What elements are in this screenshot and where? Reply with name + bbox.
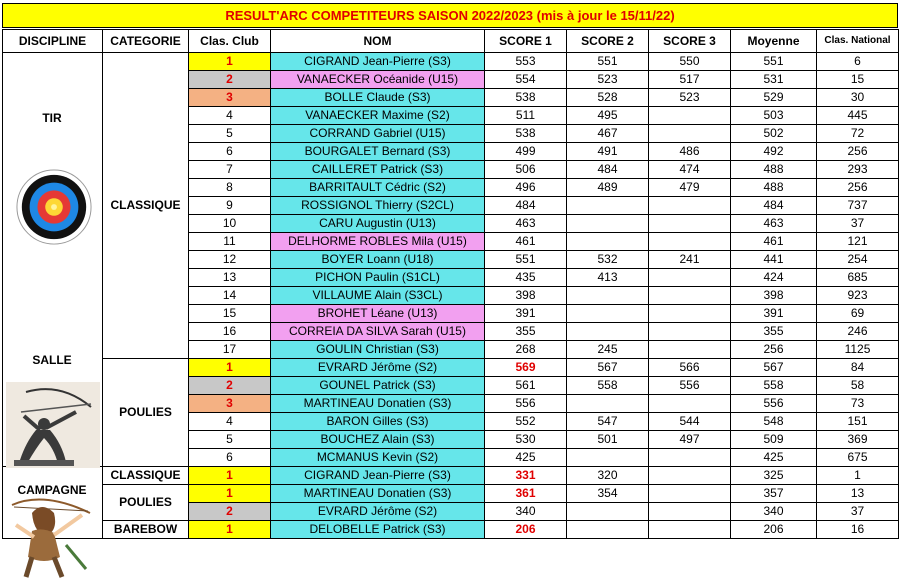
score3-cell [649, 233, 731, 251]
average-cell: 488 [731, 179, 817, 197]
club-rank-cell: 4 [189, 413, 271, 431]
national-rank-cell: 369 [817, 431, 899, 449]
club-rank-cell: 7 [189, 161, 271, 179]
archer-name-cell: ROSSIGNOL Thierry (S2CL) [271, 197, 485, 215]
score2-cell: 547 [567, 413, 649, 431]
national-rank-cell: 256 [817, 179, 899, 197]
score3-cell [649, 287, 731, 305]
club-rank-cell: 9 [189, 197, 271, 215]
archer-name-cell: MARTINEAU Donatien (S3) [271, 485, 485, 503]
score2-cell: 528 [567, 89, 649, 107]
score1-cell: 556 [485, 395, 567, 413]
club-rank-cell: 2 [189, 503, 271, 521]
average-cell: 488 [731, 161, 817, 179]
score1-cell: 496 [485, 179, 567, 197]
header-score2: SCORE 2 [567, 30, 649, 53]
average-cell: 424 [731, 269, 817, 287]
average-cell: 548 [731, 413, 817, 431]
average-cell: 256 [731, 341, 817, 359]
archer-statue-icon [6, 382, 100, 468]
results-body [3, 53, 899, 539]
score3-cell: 497 [649, 431, 731, 449]
cat-poulies: POULIES [103, 359, 189, 467]
score2-cell: 354 [567, 485, 649, 503]
score1-cell: 463 [485, 215, 567, 233]
average-cell: 391 [731, 305, 817, 323]
score3-cell [649, 107, 731, 125]
archer-name-cell: VILLAUME Alain (S3CL) [271, 287, 485, 305]
score2-cell [567, 521, 649, 539]
club-rank-cell: 8 [189, 179, 271, 197]
cat-barebow: BAREBOW [103, 521, 189, 539]
archer-name-cell: CIGRAND Jean-Pierre (S3) [271, 467, 485, 485]
national-rank-cell: 121 [817, 233, 899, 251]
national-rank-cell: 254 [817, 251, 899, 269]
club-rank-cell: 12 [189, 251, 271, 269]
header-categorie: CATEGORIE [103, 30, 189, 53]
header-clas-club: Clas. Club [189, 30, 271, 53]
national-rank-cell: 151 [817, 413, 899, 431]
club-rank-cell: 6 [189, 449, 271, 467]
national-rank-cell: 37 [817, 215, 899, 233]
club-rank-cell: 1 [189, 467, 271, 485]
club-rank-cell: 1 [189, 359, 271, 377]
score1-cell: 206 [485, 521, 567, 539]
score1-cell: 398 [485, 287, 567, 305]
archer-name-cell: BOYER Loann (U18) [271, 251, 485, 269]
club-rank-cell: 2 [189, 377, 271, 395]
score3-cell [649, 485, 731, 503]
national-rank-cell: 685 [817, 269, 899, 287]
score3-cell [649, 269, 731, 287]
national-rank-cell: 16 [817, 521, 899, 539]
cat-campagne-poulies: POULIES [103, 485, 189, 521]
sheet-title: RESULT'ARC COMPETITEURS SAISON 2022/2023 (mis à jour le 15/11/22) [2, 3, 898, 28]
club-rank-cell: 3 [189, 395, 271, 413]
club-rank-cell: 11 [189, 233, 271, 251]
score3-cell: 550 [649, 53, 731, 71]
archer-name-cell: PICHON Paulin (S1CL) [271, 269, 485, 287]
score2-cell: 484 [567, 161, 649, 179]
average-cell: 503 [731, 107, 817, 125]
club-rank-cell: 1 [189, 485, 271, 503]
cat-classique: CLASSIQUE [103, 53, 189, 359]
score3-cell [649, 395, 731, 413]
table-row [3, 359, 899, 377]
score3-cell: 556 [649, 377, 731, 395]
table-row [3, 467, 899, 485]
archer-name-cell: EVRARD Jérôme (S2) [271, 503, 485, 521]
average-cell: 502 [731, 125, 817, 143]
national-rank-cell: 15 [817, 71, 899, 89]
score2-cell: 320 [567, 467, 649, 485]
archer-name-cell: MCMANUS Kevin (S2) [271, 449, 485, 467]
average-cell: 461 [731, 233, 817, 251]
archer-name-cell: CAILLERET Patrick (S3) [271, 161, 485, 179]
score2-cell: 489 [567, 179, 649, 197]
national-rank-cell: 1125 [817, 341, 899, 359]
score1-cell: 268 [485, 341, 567, 359]
score3-cell: 544 [649, 413, 731, 431]
score1-cell: 484 [485, 197, 567, 215]
score1-cell: 561 [485, 377, 567, 395]
score1-cell: 538 [485, 125, 567, 143]
score3-cell [649, 305, 731, 323]
national-rank-cell: 923 [817, 287, 899, 305]
national-rank-cell: 246 [817, 323, 899, 341]
archer-name-cell: VANAECKER Océanide (U15) [271, 71, 485, 89]
club-rank-cell: 16 [189, 323, 271, 341]
national-rank-cell: 1 [817, 467, 899, 485]
score2-cell [567, 503, 649, 521]
score1-cell: 569 [485, 359, 567, 377]
archer-girl-icon [4, 495, 96, 579]
average-cell: 529 [731, 89, 817, 107]
average-cell: 355 [731, 323, 817, 341]
average-cell: 558 [731, 377, 817, 395]
archer-name-cell: CARU Augustin (U13) [271, 215, 485, 233]
archer-name-cell: CORRAND Gabriel (U15) [271, 125, 485, 143]
archer-name-cell: CIGRAND Jean-Pierre (S3) [271, 53, 485, 71]
score2-cell: 491 [567, 143, 649, 161]
average-cell: 556 [731, 395, 817, 413]
club-rank-cell: 5 [189, 431, 271, 449]
national-rank-cell: 737 [817, 197, 899, 215]
club-rank-cell: 13 [189, 269, 271, 287]
score1-cell: 553 [485, 53, 567, 71]
score3-cell [649, 449, 731, 467]
national-rank-cell: 73 [817, 395, 899, 413]
score2-cell [567, 287, 649, 305]
club-rank-cell: 3 [189, 89, 271, 107]
average-cell: 531 [731, 71, 817, 89]
score1-cell: 511 [485, 107, 567, 125]
average-cell: 567 [731, 359, 817, 377]
score1-cell: 506 [485, 161, 567, 179]
discipline-campagne: CAMPAGNE [17, 483, 87, 497]
score3-cell [649, 341, 731, 359]
national-rank-cell: 37 [817, 503, 899, 521]
archer-name-cell: GOULIN Christian (S3) [271, 341, 485, 359]
club-rank-cell: 15 [189, 305, 271, 323]
score2-cell [567, 233, 649, 251]
club-rank-cell: 14 [189, 287, 271, 305]
club-rank-cell: 1 [189, 521, 271, 539]
score2-cell: 413 [567, 269, 649, 287]
score1-cell: 530 [485, 431, 567, 449]
club-rank-cell: 6 [189, 143, 271, 161]
score2-cell [567, 197, 649, 215]
average-cell: 398 [731, 287, 817, 305]
score1-cell: 355 [485, 323, 567, 341]
score3-cell: 241 [649, 251, 731, 269]
average-cell: 551 [731, 53, 817, 71]
national-rank-cell: 256 [817, 143, 899, 161]
average-cell: 340 [731, 503, 817, 521]
average-cell: 357 [731, 485, 817, 503]
average-cell: 325 [731, 467, 817, 485]
club-rank-cell: 5 [189, 125, 271, 143]
score2-cell: 501 [567, 431, 649, 449]
score2-cell: 551 [567, 53, 649, 71]
score3-cell: 486 [649, 143, 731, 161]
score3-cell: 523 [649, 89, 731, 107]
score3-cell [649, 197, 731, 215]
score3-cell: 479 [649, 179, 731, 197]
score1-cell: 435 [485, 269, 567, 287]
archer-name-cell: BOURGALET Bernard (S3) [271, 143, 485, 161]
header-moyenne: Moyenne [731, 30, 817, 53]
score3-cell: 566 [649, 359, 731, 377]
archery-target-icon [15, 168, 93, 246]
club-rank-cell: 4 [189, 107, 271, 125]
club-rank-cell: 10 [189, 215, 271, 233]
archer-name-cell: BROHET Léane (U13) [271, 305, 485, 323]
club-rank-cell: 17 [189, 341, 271, 359]
score3-cell: 517 [649, 71, 731, 89]
average-cell: 492 [731, 143, 817, 161]
archer-name-cell: VANAECKER Maxime (S2) [271, 107, 485, 125]
score2-cell: 532 [567, 251, 649, 269]
score3-cell [649, 503, 731, 521]
national-rank-cell: 675 [817, 449, 899, 467]
table-row [3, 485, 899, 503]
score1-cell: 425 [485, 449, 567, 467]
score2-cell [567, 305, 649, 323]
score2-cell: 467 [567, 125, 649, 143]
national-rank-cell: 445 [817, 107, 899, 125]
header-nom: NOM [271, 30, 485, 53]
average-cell: 425 [731, 449, 817, 467]
score3-cell [649, 125, 731, 143]
score2-cell [567, 215, 649, 233]
archer-name-cell: BARON Gilles (S3) [271, 413, 485, 431]
discipline-tir: TIR [42, 111, 62, 125]
header-clas-national: Clas. National [817, 30, 899, 53]
score2-cell: 567 [567, 359, 649, 377]
average-cell: 484 [731, 197, 817, 215]
national-rank-cell: 293 [817, 161, 899, 179]
score1-cell: 331 [485, 467, 567, 485]
national-rank-cell: 13 [817, 485, 899, 503]
score3-cell: 474 [649, 161, 731, 179]
score3-cell [649, 323, 731, 341]
archer-name-cell: CORREIA DA SILVA Sarah (U15) [271, 323, 485, 341]
score3-cell [649, 521, 731, 539]
score2-cell: 495 [567, 107, 649, 125]
discipline-salle: SALLE [32, 353, 72, 367]
national-rank-cell: 6 [817, 53, 899, 71]
cat-campagne-classique: CLASSIQUE [103, 467, 189, 485]
score2-cell [567, 323, 649, 341]
table-row [3, 521, 899, 539]
national-rank-cell: 58 [817, 377, 899, 395]
archer-name-cell: DELOBELLE Patrick (S3) [271, 521, 485, 539]
archer-name-cell: BARRITAULT Cédric (S2) [271, 179, 485, 197]
header-score1: SCORE 1 [485, 30, 567, 53]
national-rank-cell: 69 [817, 305, 899, 323]
score1-cell: 538 [485, 89, 567, 107]
score1-cell: 552 [485, 413, 567, 431]
score1-cell: 499 [485, 143, 567, 161]
average-cell: 206 [731, 521, 817, 539]
score2-cell [567, 449, 649, 467]
club-rank-cell: 2 [189, 71, 271, 89]
score3-cell [649, 467, 731, 485]
results-table [2, 29, 899, 539]
national-rank-cell: 72 [817, 125, 899, 143]
score1-cell: 551 [485, 251, 567, 269]
score1-cell: 391 [485, 305, 567, 323]
score1-cell: 340 [485, 503, 567, 521]
score2-cell: 245 [567, 341, 649, 359]
score1-cell: 461 [485, 233, 567, 251]
score1-cell: 361 [485, 485, 567, 503]
score2-cell [567, 395, 649, 413]
archer-name-cell: MARTINEAU Donatien (S3) [271, 395, 485, 413]
archer-name-cell: BOLLE Claude (S3) [271, 89, 485, 107]
header-discipline: DISCIPLINE [3, 30, 103, 53]
score3-cell [649, 215, 731, 233]
header-row [3, 30, 899, 53]
average-cell: 509 [731, 431, 817, 449]
national-rank-cell: 84 [817, 359, 899, 377]
score2-cell: 523 [567, 71, 649, 89]
club-rank-cell: 1 [189, 53, 271, 71]
score1-cell: 554 [485, 71, 567, 89]
average-cell: 463 [731, 215, 817, 233]
archer-name-cell: DELHORME ROBLES Mila (U15) [271, 233, 485, 251]
average-cell: 441 [731, 251, 817, 269]
score2-cell: 558 [567, 377, 649, 395]
national-rank-cell: 30 [817, 89, 899, 107]
table-row [3, 53, 899, 71]
archer-name-cell: GOUNEL Patrick (S3) [271, 377, 485, 395]
header-score3: SCORE 3 [649, 30, 731, 53]
archer-name-cell: EVRARD Jérôme (S2) [271, 359, 485, 377]
archer-name-cell: BOUCHEZ Alain (S3) [271, 431, 485, 449]
